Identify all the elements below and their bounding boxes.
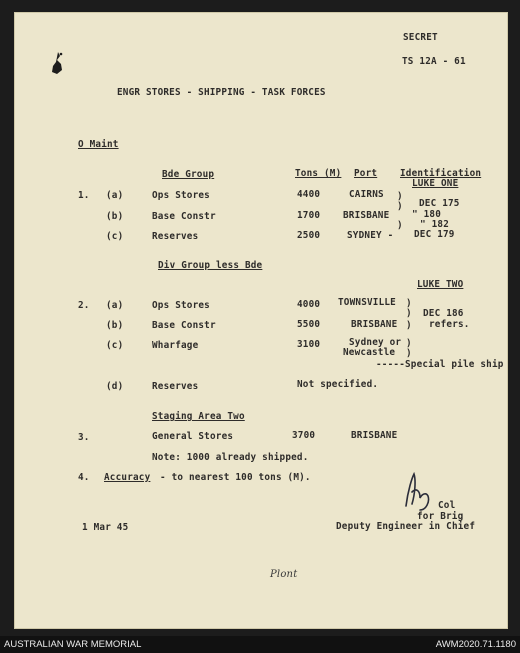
luke-two: LUKE TWO — [417, 279, 464, 290]
row-port: BRISBANE — [343, 210, 390, 221]
bracket: ) — [406, 298, 412, 309]
reference: TS 12A - 61 — [402, 56, 466, 67]
row-item: Wharfage — [152, 340, 199, 351]
div-heading: Div Group less Bde — [158, 260, 263, 271]
row-tons: 1700 — [297, 210, 321, 221]
row-letter: (d) — [106, 381, 124, 392]
row-item: Reserves — [152, 381, 199, 392]
row-tons: 3700 — [292, 430, 316, 441]
row-ident: " 182 — [420, 219, 449, 230]
bracket: ) — [406, 348, 412, 359]
row-port: SYDNEY - — [347, 230, 394, 241]
bracket: ) — [397, 201, 403, 212]
col-tons: Tons (M) — [295, 168, 342, 179]
bracket: ) — [406, 338, 412, 349]
row-item: Reserves — [152, 231, 199, 242]
row-tons: 2500 — [297, 230, 321, 241]
row-number: 2. — [78, 300, 90, 311]
bracket: ) — [406, 308, 412, 319]
note: Note: 1000 already shipped. — [152, 452, 309, 463]
row-port: BRISBANE — [351, 319, 398, 330]
staging-heading: Staging Area Two — [152, 411, 245, 422]
row-item: Ops Stores — [152, 300, 210, 311]
accuracy-text: - to nearest 100 tons (M). — [160, 472, 311, 483]
row-letter: (a) — [106, 300, 124, 311]
bracket: ) — [397, 191, 403, 202]
row-port: CAIRNS — [349, 189, 384, 200]
row-letter: (b) — [106, 211, 124, 222]
document-page — [14, 12, 508, 629]
row-port: TOWNSVILLE — [338, 297, 396, 308]
footer-bar — [0, 636, 520, 653]
signature-mark — [398, 470, 438, 512]
row-port: Sydney or — [349, 337, 402, 348]
handwritten-note: Plont — [270, 569, 298, 580]
row-item: General Stores — [152, 431, 234, 442]
luke-one: LUKE ONE — [412, 178, 459, 189]
row-number: 3. — [78, 432, 90, 443]
row-letter: (c) — [106, 340, 124, 351]
row-item: Ops Stores — [152, 190, 210, 201]
col-group: Bde Group — [162, 169, 215, 180]
row-ident: DEC 175 — [419, 198, 460, 209]
footer-accession: AWM2020.71.1180 — [435, 639, 516, 650]
row-port: BRISBANE — [351, 430, 398, 441]
ink-blot — [48, 50, 68, 78]
section-heading: O Maint — [78, 139, 119, 150]
row-tons: 5500 — [297, 319, 321, 330]
signature-title: Deputy Engineer in Chief — [336, 521, 476, 532]
signature-for: for Brig — [417, 511, 464, 522]
accuracy-label: Accuracy — [104, 472, 151, 483]
row-letter: (b) — [106, 320, 124, 331]
bracket: ) — [397, 220, 403, 231]
dec-186: DEC 186 — [423, 308, 464, 319]
row-item: Base Constr — [152, 211, 216, 222]
row-letter: (a) — [106, 190, 124, 201]
row-tons: Not specified. — [297, 379, 379, 390]
row-number: 1. — [78, 190, 90, 201]
row-ident: DEC 179 — [414, 229, 455, 240]
row-tons: 3100 — [297, 339, 321, 350]
bracket: ) — [406, 320, 412, 331]
col-ident: Identification — [400, 168, 482, 179]
signature-rank: Col — [438, 500, 456, 511]
footer-credit: AUSTRALIAN WAR MEMORIAL — [4, 639, 142, 650]
row-number: 4. — [78, 472, 90, 483]
pile-ship-note: -----Special pile ship — [376, 359, 504, 370]
row-ident: " 180 — [412, 209, 441, 220]
document-date: 1 Mar 45 — [82, 522, 129, 533]
row-port: Newcastle — [343, 347, 396, 358]
col-port: Port — [354, 168, 378, 179]
refers: refers. — [429, 319, 470, 330]
classification: SECRET — [403, 32, 438, 43]
row-item: Base Constr — [152, 320, 216, 331]
document-title: ENGR STORES - SHIPPING - TASK FORCES — [117, 87, 326, 98]
row-tons: 4000 — [297, 299, 321, 310]
row-letter: (c) — [106, 231, 124, 242]
row-tons: 4400 — [297, 189, 321, 200]
